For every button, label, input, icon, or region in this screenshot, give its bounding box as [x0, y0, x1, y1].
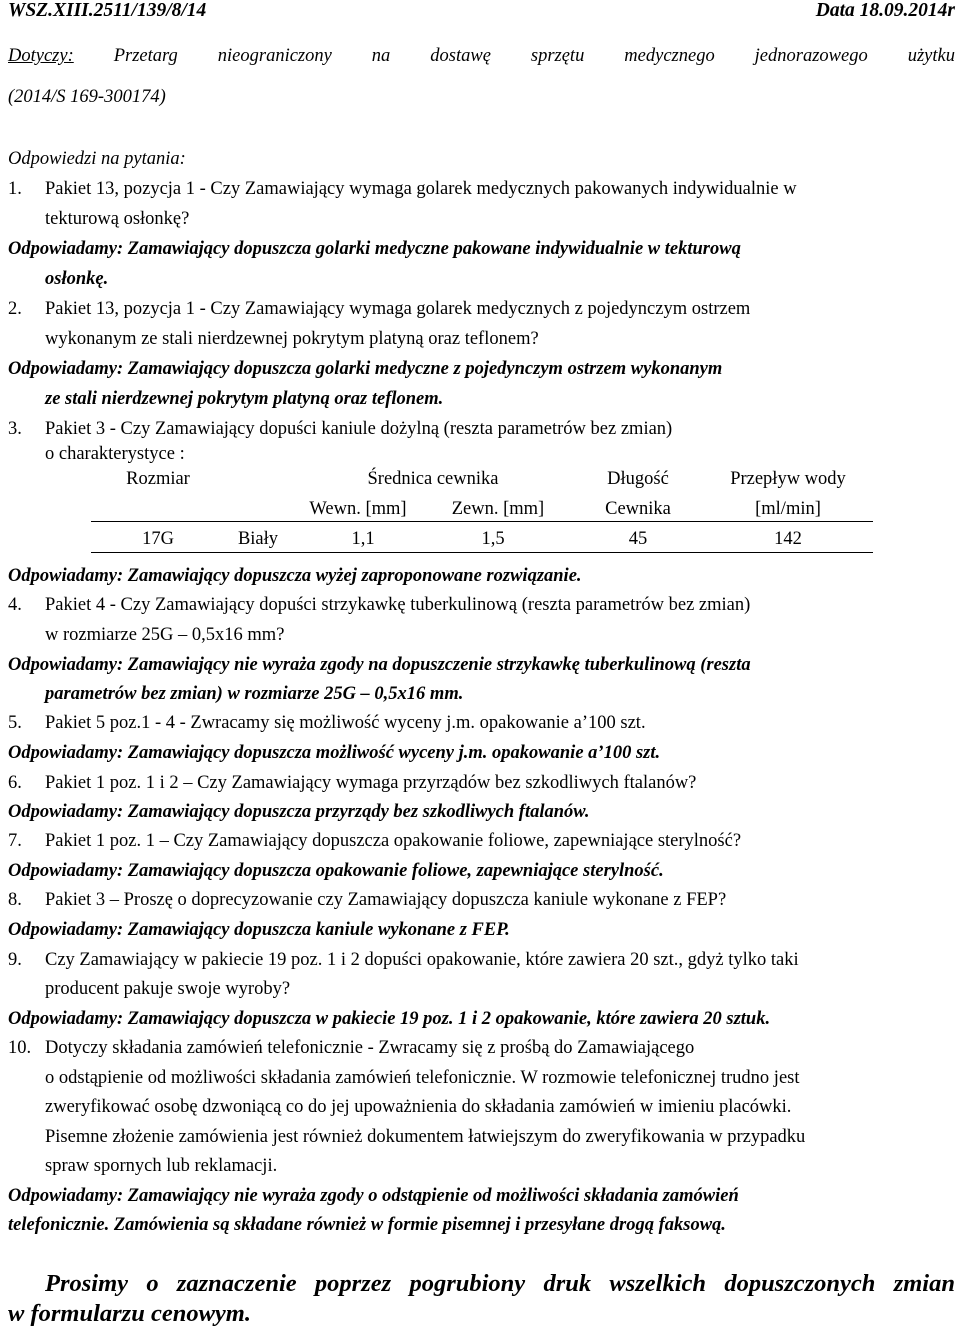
subject-word: dostawę — [430, 46, 491, 66]
question-line: o odstąpienie od możliwości składania zamówień telefonicznie. W rozmowie telefonicznej trudno jest — [45, 1068, 800, 1088]
question-line: Pakiet 1 poz. 1 – Czy Zamawiający dopuszcza opakowanie foliowe, zapewniające sterylność? — [45, 831, 742, 851]
item-number: 8. — [8, 890, 22, 910]
table-cell: 1,5 — [481, 529, 505, 549]
subject-word: nieograniczony — [217, 46, 332, 66]
question-line: Dotyczy składania zamówień telefonicznie - Zwracamy się z prośbą do Zamawiającego — [45, 1038, 695, 1058]
subject-line-2: (2014/S 169-300174) — [8, 87, 166, 107]
item-number: 2. — [8, 299, 22, 319]
closing-word: zaznaczenie — [176, 1270, 297, 1297]
table-header-cell: Rozmiar — [126, 469, 190, 489]
closing-word: dopuszczonych — [724, 1270, 876, 1297]
table-cell: 142 — [774, 529, 802, 549]
table-cell: 1,1 — [351, 529, 375, 549]
subject-word: na — [371, 46, 391, 66]
question-line: wykonanym ze stali nierdzewnej pokrytym platyną oraz teflonem? — [45, 329, 539, 349]
closing-word: o — [146, 1270, 159, 1297]
item-number: 10. — [8, 1038, 32, 1058]
subject-word: jednorazowego — [754, 46, 868, 66]
item-number: 1. — [8, 179, 22, 199]
subject-line-1 — [8, 45, 955, 67]
item-number: 7. — [8, 831, 22, 851]
answer-line: Odpowiadamy: Zamawiający dopuszcza przyrządy bez szkodliwych ftalanów. — [8, 802, 590, 822]
table-header-cell: Wewn. [mm] — [309, 499, 407, 519]
closing-word: poprzez — [314, 1270, 392, 1297]
table-cell: 17G — [142, 529, 174, 549]
table-header-cell: Przepływ wody — [730, 469, 846, 489]
answer-line: Odpowiadamy: Zamawiający dopuszcza golarki medyczne z pojedynczym ostrzem wykonanym — [8, 359, 723, 379]
subject-word: sprzętu — [530, 46, 585, 66]
question-line: Czy Zamawiający w pakiecie 19 poz. 1 i 2 dopuści opakowanie, które zawiera 20 szt., gdyż tylko taki — [45, 950, 799, 970]
answer-line: Odpowiadamy: Zamawiający nie wyraża zgody o odstąpienie od możliwości składania zamówień — [8, 1186, 739, 1206]
answer-line: Odpowiadamy: Zamawiający dopuszcza golarki medyczne pakowane indywidualnie w tekturową — [8, 239, 741, 259]
question-line: o charakterystyce : — [45, 444, 185, 464]
answer-line: Odpowiadamy: Zamawiający dopuszcza możliwość wyceny j.m. opakowanie a’100 szt. — [8, 743, 661, 763]
reference-number: WSZ.XIII.2511/139/8/14 — [8, 0, 207, 21]
question-line: Pakiet 4 - Czy Zamawiający dopuści strzykawkę tuberkulinową (reszta parametrów bez zmian) — [45, 595, 751, 615]
subject-word: użytku — [907, 46, 955, 66]
closing-word: druk — [543, 1270, 592, 1297]
question-line: zweryfikować osobę dzwoniącą co do jej upoważnienia do składania zamówień w imieniu placówki. — [45, 1097, 792, 1117]
answer-line: telefonicznie. Zamówienia są składane również w formie pisemnej i przesyłane drogą faksową. — [8, 1215, 726, 1235]
answer-line: Odpowiadamy: Zamawiający dopuszcza opakowanie foliowe, zapewniające sterylność. — [8, 861, 664, 881]
answer-line: osłonkę. — [45, 269, 109, 289]
closing-line-2: w formularzu cenowym. — [8, 1300, 251, 1327]
answer-line: Odpowiadamy: Zamawiający dopuszcza wyżej zaproponowane rozwiązanie. — [8, 566, 582, 586]
table-header-cell: [ml/min] — [755, 499, 821, 519]
closing-line-1 — [45, 1270, 955, 1298]
question-line: Pakiet 3 – Proszę o doprecyzowanie czy Zamawiający dopuszcza kaniule wykonane z FEP? — [45, 890, 727, 910]
subject-word: Przetarg — [113, 46, 178, 66]
closing-word: pogrubiony — [409, 1270, 526, 1297]
question-line: Pakiet 3 - Czy Zamawiający dopuści kaniule dożylną (reszta parametrów bez zmian) — [45, 419, 673, 439]
table-cell: Biały — [237, 529, 279, 549]
item-number: 3. — [8, 419, 22, 439]
table-header-cell: Zewn. [mm] — [451, 499, 545, 519]
subject-word: medycznego — [624, 46, 715, 66]
question-line: tekturową osłonkę? — [45, 209, 190, 229]
document-date: Data 18.09.2014r — [815, 0, 955, 21]
answer-line: parametrów bez zmian) w rozmiarze 25G – 0,5x16 mm. — [45, 684, 464, 704]
answer-line: Odpowiadamy: Zamawiający dopuszcza kaniule wykonane z FEP. — [8, 920, 510, 940]
closing-word: zmian — [893, 1270, 955, 1297]
question-line: spraw spornych lub reklamacji. — [45, 1156, 278, 1176]
answers-heading: Odpowiedzi na pytania: — [8, 149, 186, 169]
question-line: w rozmiarze 25G – 0,5x16 mm? — [45, 625, 285, 645]
answer-line: Odpowiadamy: Zamawiający nie wyraża zgody na dopuszczenie strzykawkę tuberkulinową (reszta — [8, 655, 751, 675]
closing-word: Prosimy — [45, 1270, 129, 1297]
question-line: Pakiet 13, pozycja 1 - Czy Zamawiający wymaga golarek medycznych z pojedynczym ostrzem — [45, 299, 751, 319]
table-header-cell: Średnica cewnika — [367, 469, 499, 489]
item-number: 9. — [8, 950, 22, 970]
table-rule — [91, 521, 873, 522]
closing-word: wszelkich — [609, 1270, 707, 1297]
question-line: Pisemne złożenie zamówienia jest również dokumentem łatwiejszym do zweryfikowania w przypadku — [45, 1127, 806, 1147]
answer-line: Odpowiadamy: Zamawiający dopuszcza w pakiecie 19 poz. 1 i 2 opakowanie, które zawiera 20 sztuk. — [8, 1009, 771, 1029]
table-header-cell: Długość — [607, 469, 669, 489]
question-line: Pakiet 5 poz.1 - 4 - Zwracamy się możliwość wyceny j.m. opakowanie a’100 szt. — [45, 713, 646, 733]
subject-label: Dotyczy: — [8, 46, 74, 66]
answer-line: ze stali nierdzewnej pokrytym platyną oraz teflonem. — [45, 389, 444, 409]
item-number: 6. — [8, 773, 22, 793]
table-rule — [91, 552, 873, 553]
table-header-cell: Cewnika — [605, 499, 671, 519]
question-line: producent pakuje swoje wyroby? — [45, 979, 291, 999]
question-line: Pakiet 1 poz. 1 i 2 – Czy Zamawiający wymaga przyrządów bez szkodliwych ftalanów? — [45, 773, 697, 793]
table-cell: 45 — [628, 529, 648, 549]
question-line: Pakiet 13, pozycja 1 - Czy Zamawiający wymaga golarek medycznych pakowanych indywidualnie w — [45, 179, 797, 199]
item-number: 5. — [8, 713, 22, 733]
item-number: 4. — [8, 595, 22, 615]
